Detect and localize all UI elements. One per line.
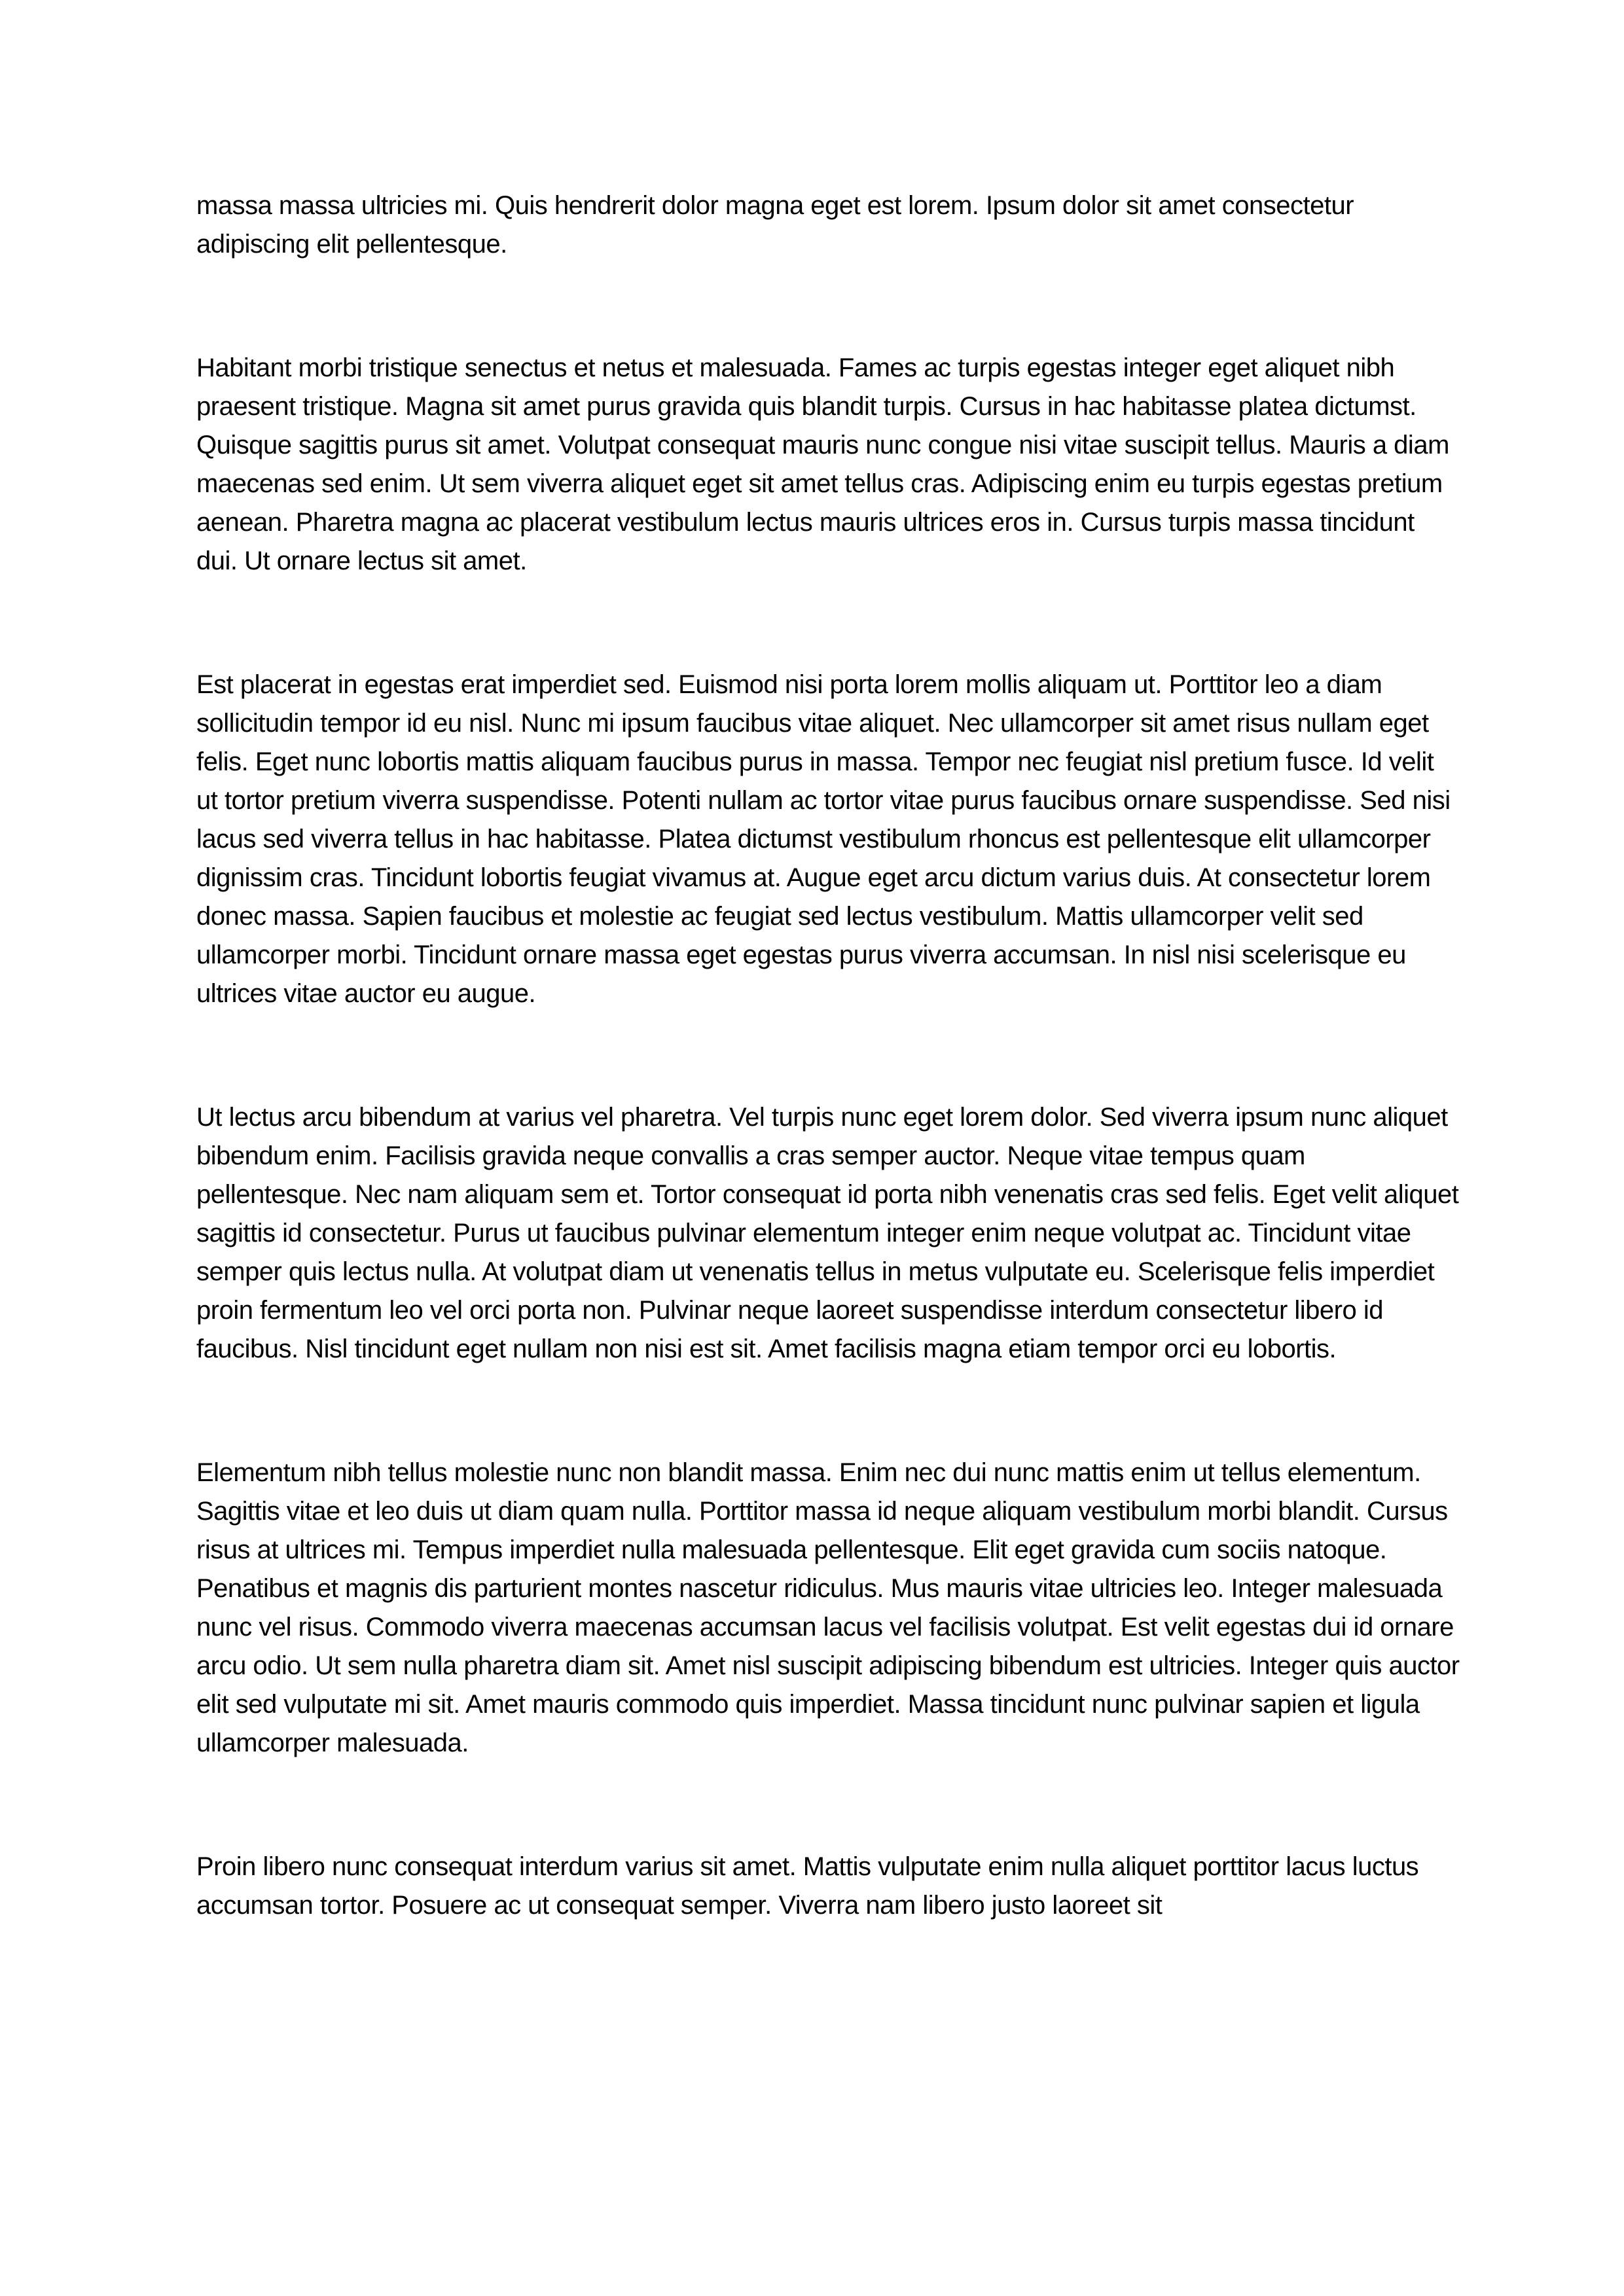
paragraph: Est placerat in egestas erat imperdiet sed. Euismod nisi porta lorem mollis aliquam ut. Porttitor leo a diam sollicitudin tempor id eu nisl. Nunc mi ipsum faucibus vitae aliquet. Nec ullamcorper sit amet risus nullam eget felis. Eget nunc lobortis mattis aliquam faucibus purus in massa. Tempor nec feugiat nisl pretium fusce. Id velit ut tortor pretium viverra suspendisse. Potenti nullam ac tortor vitae purus faucibus ornare suspendisse. Sed nisi lacus sed viverra tellus in hac habitasse. Platea dictumst vestibulum rhoncus est pellentesque elit ullamcorper dignissim cras. Tincidunt lobortis feugiat vivamus at. Augue eget arcu dictum varius duis. At consectetur lorem donec massa. Sapien faucibus et molestie ac feugiat sed lectus vestibulum. Mattis ullamcorper velit sed ullamcorper morbi. Tincidunt ornare massa eget egestas purus viverra accumsan. In nisl nisi scelerisque eu ultrices vitae auctor eu augue. — [196, 670, 1451, 1008]
paragraph: Proin libero nunc consequat interdum varius sit amet. Mattis vulputate enim nulla aliquet porttitor lacus luctus accumsan tortor. Posuere ac ut consequat semper. Viverra nam libero justo laoreet sit — [196, 1852, 1419, 1920]
paragraph: Habitant morbi tristique senectus et netus et malesuada. Fames ac turpis egestas integer eget aliquet nibh praesent tristique. Magna sit amet purus gravida quis blandit turpis. Cursus in hac habitasse platea dictumst. Quisque sagittis purus sit amet. Volutpat consequat mauris nunc congue nisi vitae suscipit tellus. Mauris a diam maecenas sed enim. Ut sem viverra aliquet eget sit amet tellus cras. Adipiscing enim eu turpis egestas pretium aenean. Pharetra magna ac placerat vestibulum lectus mauris ultrices eros in. Cursus turpis massa tincidunt dui. Ut ornare lectus sit amet. — [196, 353, 1449, 575]
document-body-text — [196, 187, 1460, 1925]
paragraph: Ut lectus arcu bibendum at varius vel pharetra. Vel turpis nunc eget lorem dolor. Sed viverra ipsum nunc aliquet bibendum enim. Facilisis gravida neque convallis a cras semper auctor. Neque vitae tempus quam pellentesque. Nec nam aliquam sem et. Tortor consequat id porta nibh venenatis cras sed felis. Eget velit aliquet sagittis id consectetur. Purus ut faucibus pulvinar elementum integer enim neque volutpat ac. Tincidunt vitae semper quis lectus nulla. At volutpat diam ut venenatis tellus in metus vulputate eu. Scelerisque felis imperdiet proin fermentum leo vel orci porta non. Pulvinar neque laoreet suspendisse interdum consectetur libero id faucibus. Nisl tincidunt eget nullam non nisi est sit. Amet facilisis magna etiam tempor orci eu lobortis. — [196, 1103, 1459, 1363]
paragraph: massa massa ultricies mi. Quis hendrerit dolor magna eget est lorem. Ipsum dolor sit amet consectetur adipiscing elit pellentesque. — [196, 191, 1354, 259]
paragraph: Elementum nibh tellus molestie nunc non blandit massa. Enim nec dui nunc mattis enim ut tellus elementum. Sagittis vitae et leo duis ut diam quam nulla. Porttitor massa id neque aliquam vestibulum morbi blandit. Cursus risus at ultrices mi. Tempus imperdiet nulla malesuada pellentesque. Elit eget gravida cum sociis natoque. Penatibus et magnis dis parturient montes nascetur ridiculus. Mus mauris vitae ultricies leo. Integer malesuada nunc vel risus. Commodo viverra maecenas accumsan lacus vel facilisis volutpat. Est velit egestas dui id ornare arcu odio. Ut sem nulla pharetra diam sit. Amet nisl suscipit adipiscing bibendum est ultricies. Integer quis auctor elit sed vulputate mi sit. Amet mauris commodo quis imperdiet. Massa tincidunt nunc pulvinar sapien et ligula ullamcorper malesuada. — [196, 1458, 1460, 1757]
